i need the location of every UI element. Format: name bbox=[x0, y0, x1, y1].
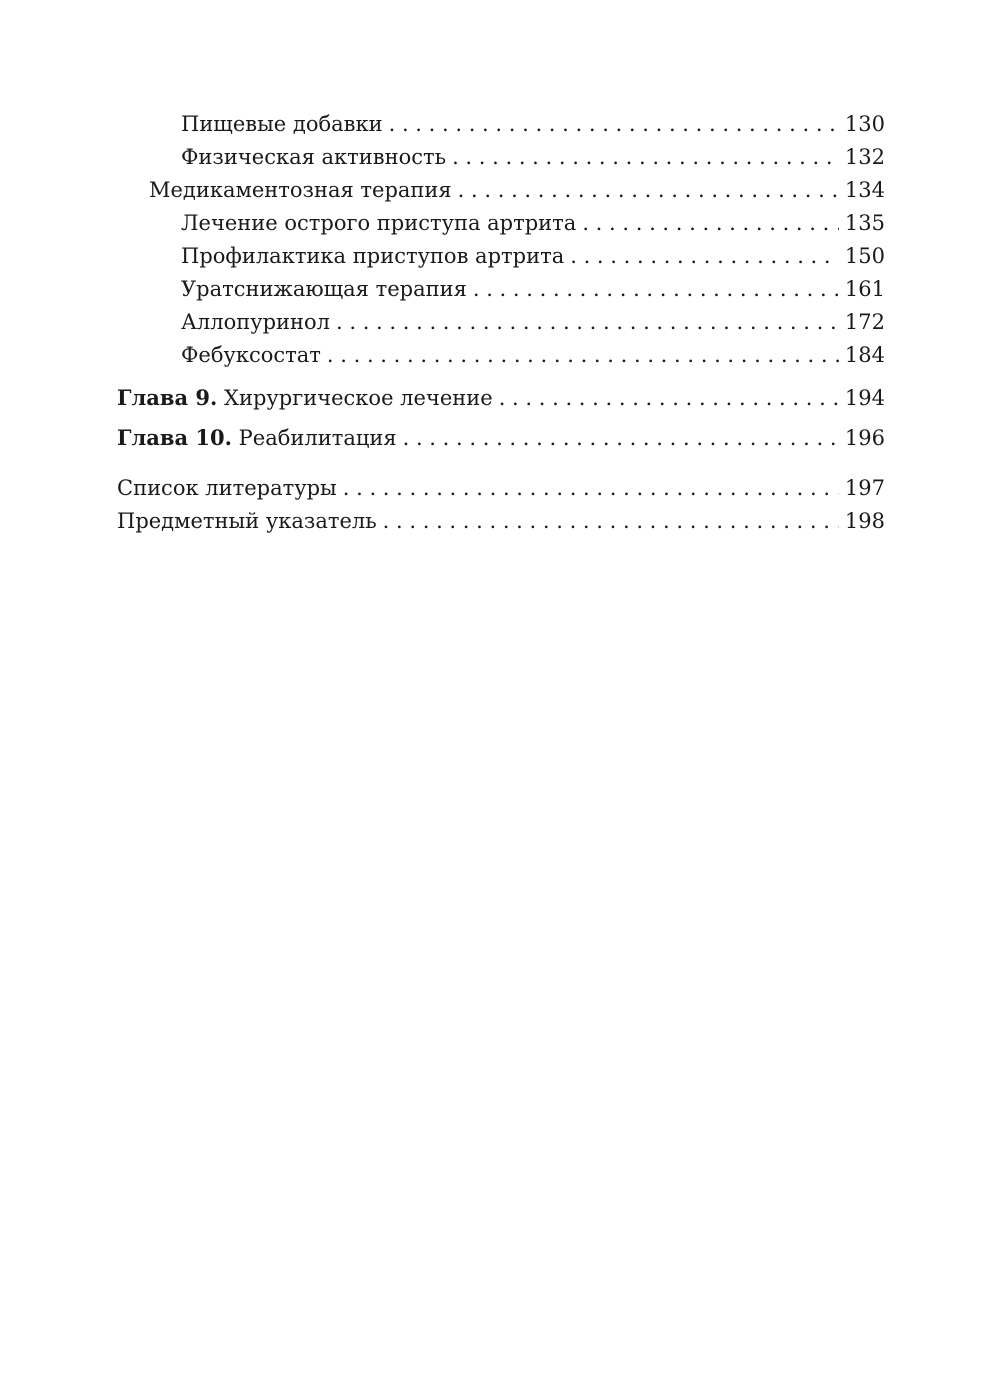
chapter-label: Глава 10. bbox=[117, 425, 232, 450]
toc-entry-page: 196 bbox=[844, 426, 885, 450]
toc-entry bbox=[117, 505, 885, 538]
toc-entry bbox=[117, 306, 885, 339]
toc-entry-page: 135 bbox=[844, 211, 885, 235]
toc-entry-title: Уратснижающая терапия bbox=[181, 277, 467, 301]
toc-entry-title: Пищевые добавки bbox=[181, 112, 383, 136]
toc-leader-dots bbox=[403, 418, 839, 458]
toc-entry bbox=[117, 273, 885, 306]
toc-chapter-entry bbox=[117, 378, 885, 418]
toc-entry-title: Медикаментозная терапия bbox=[149, 178, 452, 202]
toc-entry-page: 161 bbox=[844, 277, 885, 301]
toc-entry-page: 172 bbox=[844, 310, 885, 334]
chapter-title: Реабилитация bbox=[238, 426, 397, 450]
toc-entry-title bbox=[117, 378, 493, 418]
toc-entry bbox=[117, 141, 885, 174]
toc-leader-dots bbox=[473, 273, 839, 306]
toc-leader-dots bbox=[452, 141, 839, 174]
toc-entry-title: Физическая активность bbox=[181, 145, 447, 169]
toc-entry-title bbox=[117, 418, 397, 458]
toc-leader-dots bbox=[327, 339, 839, 372]
toc-entry-page: 150 bbox=[844, 244, 885, 268]
toc-entry-title: Фебуксостат bbox=[181, 343, 321, 367]
toc-entry-page: 184 bbox=[844, 343, 885, 367]
toc-entry-title: Аллопуринол bbox=[181, 310, 330, 334]
toc-entry bbox=[117, 174, 885, 207]
toc-leader-dots bbox=[389, 108, 839, 141]
toc-entry-page: 132 bbox=[844, 145, 885, 169]
toc-leader-dots bbox=[582, 207, 839, 240]
toc-entry-page: 194 bbox=[844, 386, 885, 410]
toc-leader-dots bbox=[458, 174, 839, 207]
toc-entry bbox=[117, 207, 885, 240]
toc-entry-page: 197 bbox=[844, 476, 885, 500]
toc-entry bbox=[117, 472, 885, 505]
toc-entry-title: Лечение острого приступа артрита bbox=[181, 211, 577, 235]
toc-entry-title: Список литературы bbox=[117, 476, 337, 500]
toc-entry-page: 130 bbox=[844, 112, 885, 136]
toc-entry bbox=[117, 339, 885, 372]
chapter-title: Хирургическое лечение bbox=[224, 386, 493, 410]
toc-entry-page: 198 bbox=[844, 509, 885, 533]
toc-chapter-entry bbox=[117, 418, 885, 458]
table-of-contents bbox=[117, 108, 885, 538]
toc-entry bbox=[117, 108, 885, 141]
toc-entry-title: Профилактика приступов артрита bbox=[181, 244, 565, 268]
toc-leader-dots bbox=[383, 505, 839, 538]
toc-leader-dots bbox=[499, 378, 839, 418]
chapter-label: Глава 9. bbox=[117, 385, 218, 410]
toc-entry-title: Предметный указатель bbox=[117, 509, 377, 533]
toc-leader-dots bbox=[570, 240, 839, 273]
toc-leader-dots bbox=[336, 306, 839, 339]
toc-entry bbox=[117, 240, 885, 273]
toc-entry-page: 134 bbox=[844, 178, 885, 202]
toc-leader-dots bbox=[343, 472, 839, 505]
